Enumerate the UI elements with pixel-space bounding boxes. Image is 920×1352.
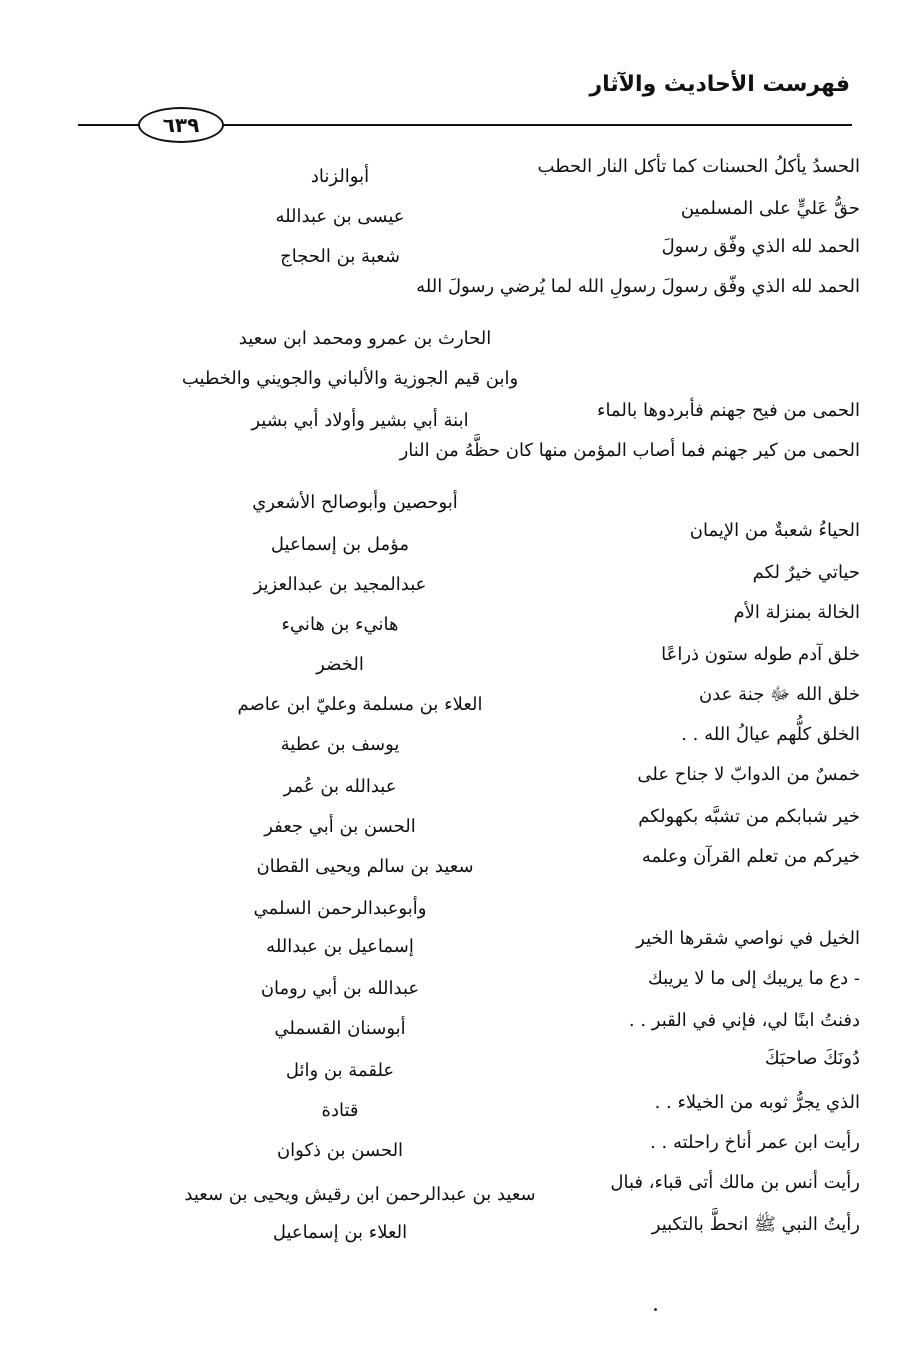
hadith-text: حقُّ عَليٍّ على المسلمين	[680, 198, 860, 219]
narrator-name: عبدالمجيد بن عبدالعزيز	[253, 574, 427, 595]
hadith-text: دفنتُ ابنًا لي، فإني في القبر . .	[628, 1010, 860, 1031]
narrator-name: شعبة بن الحجاج	[280, 246, 400, 267]
hadith-text: الحمى من فيح جهنم فأبردوها بالماء	[596, 400, 860, 421]
narrator-name: أبوسنان القسملي	[274, 1018, 406, 1039]
narrator-name: عبدالله بن عُمر	[283, 776, 397, 797]
narrator-name: العلاء بن مسلمة وعليّ ابن عاصم	[237, 694, 483, 715]
narrator-name: علقمة بن وائل	[285, 1060, 395, 1081]
hadith-text: دُونَكَ صاحبَكَ	[764, 1048, 860, 1069]
hadith-text: الحمد لله الذي وفّق رسولَ	[661, 236, 860, 257]
hadith-text: الحمى من كير جهنم فما أصاب المؤمن منها كان حظَّهُ من النار	[399, 440, 860, 461]
page-speck	[654, 1308, 657, 1311]
hadith-text: الذي يجرُّ ثوبه من الخيلاء . .	[654, 1092, 860, 1113]
narrator-name: وابن قيم الجوزية والألباني والجويني والخطيب	[181, 368, 519, 389]
narrator-name: هانيء بن هانيء	[281, 614, 399, 635]
hadith-text: خلق الله ﷻ جنة عدن	[698, 684, 860, 705]
narrator-name: قتادة	[321, 1100, 359, 1121]
narrator-name: سعيد بن سالم ويحيى القطان	[256, 856, 474, 877]
hadith-text: - دع ما يريبك إلى ما لا يريبك	[647, 968, 860, 989]
narrator-name: الخضر	[316, 654, 364, 675]
page-number: ٦٣٩	[138, 107, 224, 143]
narrator-name: أبوحصين وأبوصالح الأشعري	[252, 492, 458, 513]
narrator-name: سعيد بن عبدالرحمن ابن رقيش ويحيى بن سعيد	[184, 1184, 536, 1205]
narrator-name: الحسن بن ذكوان	[276, 1140, 404, 1161]
narrator-name: وأبوعبدالرحمن السلمي	[253, 898, 427, 919]
hadith-text: الحياءُ شعبةٌ من الإيمان	[689, 520, 860, 541]
narrator-name: الحارث بن عمرو ومحمد ابن سعيد	[238, 328, 492, 349]
hadith-text: الخالة بمنزلة الأم	[733, 602, 860, 623]
hadith-text: خيركم من تعلم القرآن وعلمه	[641, 846, 860, 867]
hadith-text: خلق آدم طوله ستون ذراعًا	[661, 644, 860, 665]
hadith-text: الحمد لله الذي وفّق رسولَ رسولِ الله لما يُرضي رسولَ الله	[416, 276, 860, 297]
narrator-name: ابنة أبي بشير وأولاد أبي بشير	[251, 410, 469, 431]
hadith-text: الخيل في نواصي شقرها الخير	[636, 928, 860, 949]
narrator-name: عيسى بن عبدالله	[275, 206, 405, 227]
narrator-name: أبوالزناد	[310, 166, 370, 187]
hadith-text: رأيت أنس بن مالك أتى قباء، فبال	[610, 1172, 860, 1193]
hadith-text: خمسٌ من الدوابّ لا جناح على	[637, 764, 860, 785]
narrator-name: الحسن بن أبي جعفر	[264, 816, 416, 837]
hadith-text: الحسدُ يأكلُ الحسنات كما تأكل النار الحطب	[537, 156, 860, 177]
running-title: فهرست الأحاديث والآثار	[589, 72, 850, 97]
narrator-name: مؤمل بن إسماعيل	[270, 534, 410, 555]
narrator-name: العلاء بن إسماعيل	[272, 1222, 408, 1243]
narrator-name: إسماعيل بن عبدالله	[266, 936, 414, 957]
hadith-text: حياتي خيرٌ لكم	[752, 562, 860, 583]
narrator-name: يوسف بن عطية	[280, 734, 400, 755]
hadith-text: رأيتُ النبي ﷺ انحطَّ بالتكبير	[651, 1214, 860, 1235]
hadith-text: الخلق كلُّهم عيالُ الله . .	[681, 724, 860, 745]
narrator-name: عبدالله بن أبي رومان	[260, 978, 420, 999]
hadith-text: خير شبابكم من تشبَّه بكهولكم	[638, 806, 860, 827]
hadith-text: رأيت ابن عمر أناخ راحلته . .	[650, 1132, 860, 1153]
